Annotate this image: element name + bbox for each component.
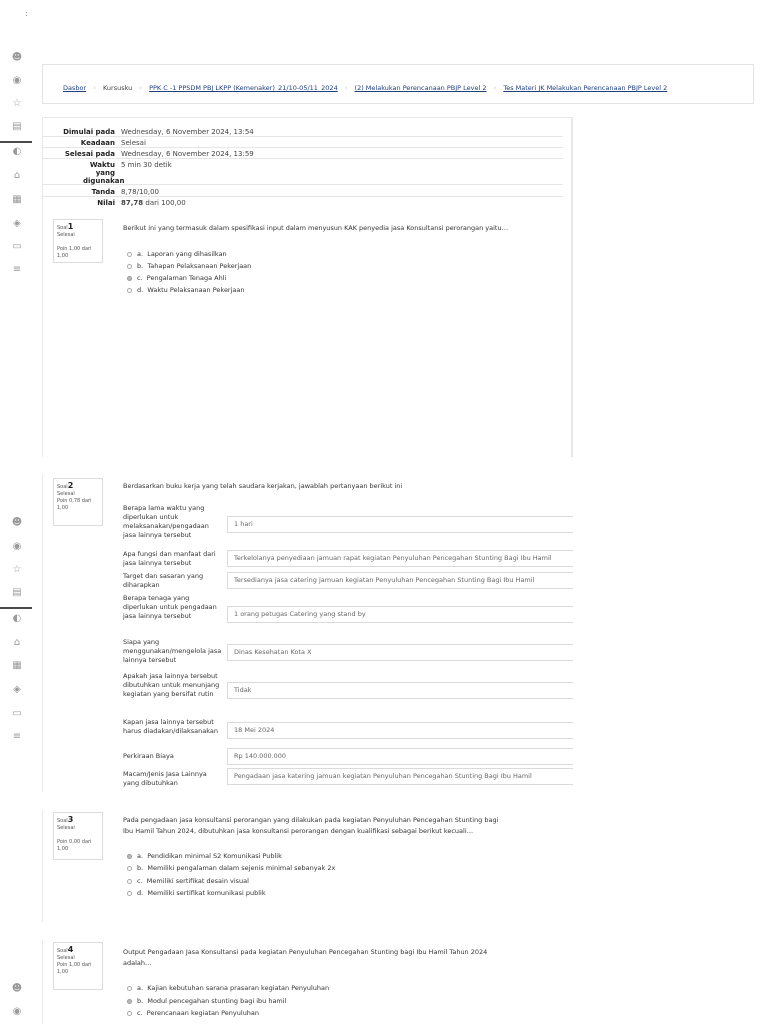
gauge-icon[interactable]: ◐ (12, 146, 22, 157)
question-text: Berikut ini yang termasuk dalam spesifikasi input dalam menyusun KAK penyedia jasa Konsultansi perorangan yaitu… (123, 224, 509, 232)
folder-icon[interactable]: ▭ (12, 708, 22, 719)
answer-field[interactable]: Rp 140.000.000 (227, 748, 573, 765)
question-text-2: adalah… (123, 959, 152, 967)
breadcrumb-dasbor[interactable]: Dasbor (63, 84, 87, 92)
breadcrumb-section[interactable]: (2) Melakukan Perencanaan PBJP Level 2 (354, 84, 487, 92)
active-indicator (0, 607, 32, 609)
option-b[interactable]: b. Modul pencegahan stunting bagi ibu hamil (127, 997, 286, 1005)
gauge-icon[interactable]: ◐ (12, 613, 22, 624)
field-label: Kapan jasa lainnya tersebut harus diadakan/dilaksanakan (123, 718, 219, 735)
question-info: Soal3 Selesai Poin 0,00 dari 1,00 (53, 812, 103, 860)
active-indicator (0, 141, 32, 143)
home-icon[interactable]: ⌂ (13, 170, 21, 181)
field-label: Berapa lama waktu yang diperlukan untuk melaksanakan/pengadaan jasa lainnya tersebut (123, 504, 209, 539)
folder-icon[interactable]: ▭ (12, 241, 22, 252)
star-icon[interactable]: ☆ (12, 564, 22, 575)
field-label: Apakah jasa lainnya tersebut dibutuhkan untuk menunjang kegiatan yang bersifat rutin (123, 672, 220, 698)
field-label: Berapa tenaga yang diperlukan untuk pengadaan jasa lainnya tersebut (123, 594, 217, 620)
question-3 (42, 810, 572, 922)
question-1 (42, 215, 572, 455)
option-d[interactable]: d. Memiliki sertifikat komunikasi publik (127, 889, 266, 897)
home-icon[interactable]: ⌂ (13, 637, 21, 648)
answer-field[interactable]: Pengadaan jasa katering jamuan kegiatan Penyuluhan Pencegahan Stunting Bagi Ibu Hamil (227, 768, 573, 785)
breadcrumb-quiz[interactable]: Tes Materi JK Melakukan Perencanaan PBJP Level 2 (503, 84, 668, 92)
breadcrumb: Dasbor › Kursusku › PPK C -1 PPSDM PBJ LKPP (Kemenaker)_21/10-05/11_2024 › (2) Melakukan Perencanaan PBJP Level 2 › Tes Materi JK Melakukan Perencanaan PBJP Level 2 (42, 64, 754, 104)
summary-row: Tanda 8,78/10,00 (43, 188, 563, 197)
option-a[interactable]: a. Kajian kebutuhan sarana prasaran kegiatan Penyuluhan (127, 984, 329, 992)
option-c[interactable]: c. Pengalaman Tenaga Ahli (127, 274, 226, 282)
calendar-icon[interactable]: ▦ (12, 660, 22, 671)
field-label: Apa fungsi dan manfaat dari jasa lainnya tersebut (123, 550, 216, 567)
question-4 (42, 940, 572, 1024)
option-a[interactable]: a. Pendidikan minimal S2 Komunikasi Publik (127, 852, 282, 860)
user-icon[interactable]: ☻ (11, 517, 23, 528)
user-icon[interactable]: ☻ (11, 983, 23, 994)
layers-icon[interactable]: ◉ (12, 1006, 22, 1017)
question-info: Soal4 Selesai Poin 1,00 dari 1,00 (53, 942, 103, 990)
option-c[interactable]: c. Memiliki sertifikat desain visual (127, 877, 249, 885)
list-icon[interactable]: ≡ (12, 731, 22, 742)
option-d[interactable]: d. Waktu Pelaksanaan Pekerjaan (127, 286, 245, 294)
nav-rail (0, 0, 34, 1024)
question-text: Output Pengadaan Jasa Konsultansi pada kegiatan Penyuluhan Pencegahan Stunting bagi Ibu Hamil Tahun 2024 (123, 948, 488, 956)
breadcrumb-course[interactable]: PPK C -1 PPSDM PBJ LKPP (Kemenaker)_21/10-05/11_2024 (149, 84, 338, 92)
book-icon[interactable]: ▤ (12, 121, 22, 132)
summary-row: Selesai pada Wednesday, 6 November 2024, 13:59 (43, 150, 563, 159)
answer-field[interactable]: Tersedianya jasa catering jamuan kegiatan Penyuluhan Pencegahan Stunting Bagi Ibu Hamil (227, 572, 573, 589)
user-icon[interactable]: ☻ (11, 52, 23, 63)
answer-field[interactable]: 18 Mei 2024 (227, 722, 573, 739)
field-label: Siapa yang menggunakan/mengelola jasa lainnya tersebut (123, 638, 222, 664)
layers-icon[interactable]: ◉ (12, 75, 22, 86)
answer-field[interactable]: Terkelolanya penyediaan jamuan rapat kegiatan Penyuluhan Pencegahan Stunting Bagi Ibu Hamil (227, 550, 573, 567)
summary-row: Keadaan Selesai (43, 139, 563, 148)
field-label: Macam/Jenis Jasa Lainnya yang dibutuhkan (123, 770, 207, 787)
field-label: Perkiraan Biaya (123, 752, 174, 760)
option-b[interactable]: b. Tahapan Pelaksanaan Pekerjaan (127, 262, 251, 270)
star-icon[interactable]: ☆ (12, 98, 22, 109)
question-text-2: Ibu Hamil Tahun 2024, dibutuhkan jasa konsultansi perorangan dengan kualifikasi sebagai berikut kecuali… (123, 827, 474, 835)
summary-row: Nilai 87,78 dari 100,00 (97, 199, 186, 207)
question-info: Soal2 Selesai Poin 0,78 dari 1,00 (53, 478, 103, 526)
question-text: Berdasarkan buku kerja yang telah saudara kerjakan, jawablah pertanyaan berikut ini (123, 482, 403, 490)
list-icon[interactable]: ≡ (12, 264, 22, 275)
layers-icon[interactable]: ◉ (12, 541, 22, 552)
menu-dots[interactable]: : (25, 9, 28, 18)
question-info: Soal1 Selesai Poin 1,00 dari 1,00 (53, 219, 103, 263)
breadcrumb-kursusku[interactable]: Kursusku (102, 84, 133, 92)
option-b[interactable]: b. Memiliki pengalaman dalam sejenis minimal sebanyak 2x (127, 864, 335, 872)
field-label: Target dan sasaran yang diharapkan (123, 572, 204, 589)
graduation-icon[interactable]: ◈ (13, 684, 21, 695)
book-icon[interactable]: ▤ (12, 587, 22, 598)
answer-field[interactable]: Dinas Kesehatan Kota X (227, 644, 573, 661)
question-2 (42, 474, 572, 792)
question-text: Pada pengadaan jasa konsultansi perorangan yang dilakukan pada kegiatan Penyuluhan Pencegahan Stunting bagi (123, 816, 499, 824)
graduation-icon[interactable]: ◈ (13, 218, 21, 229)
answer-field[interactable]: Tidak (227, 682, 573, 699)
option-c[interactable]: c. Perencanaan kegiatan Penyuluhan (127, 1009, 259, 1017)
summary-row: Waktu yang digunakan 5 min 30 detik (43, 161, 563, 185)
calendar-icon[interactable]: ▦ (12, 194, 22, 205)
option-a[interactable]: a. Laporan yang dihasilkan (127, 250, 227, 258)
answer-field[interactable]: 1 hari (227, 516, 573, 533)
answer-field[interactable]: 1 orang petugas Catering yang stand by (227, 606, 573, 623)
summary-row: Dimulai pada Wednesday, 6 November 2024, 13:54 (43, 128, 563, 137)
